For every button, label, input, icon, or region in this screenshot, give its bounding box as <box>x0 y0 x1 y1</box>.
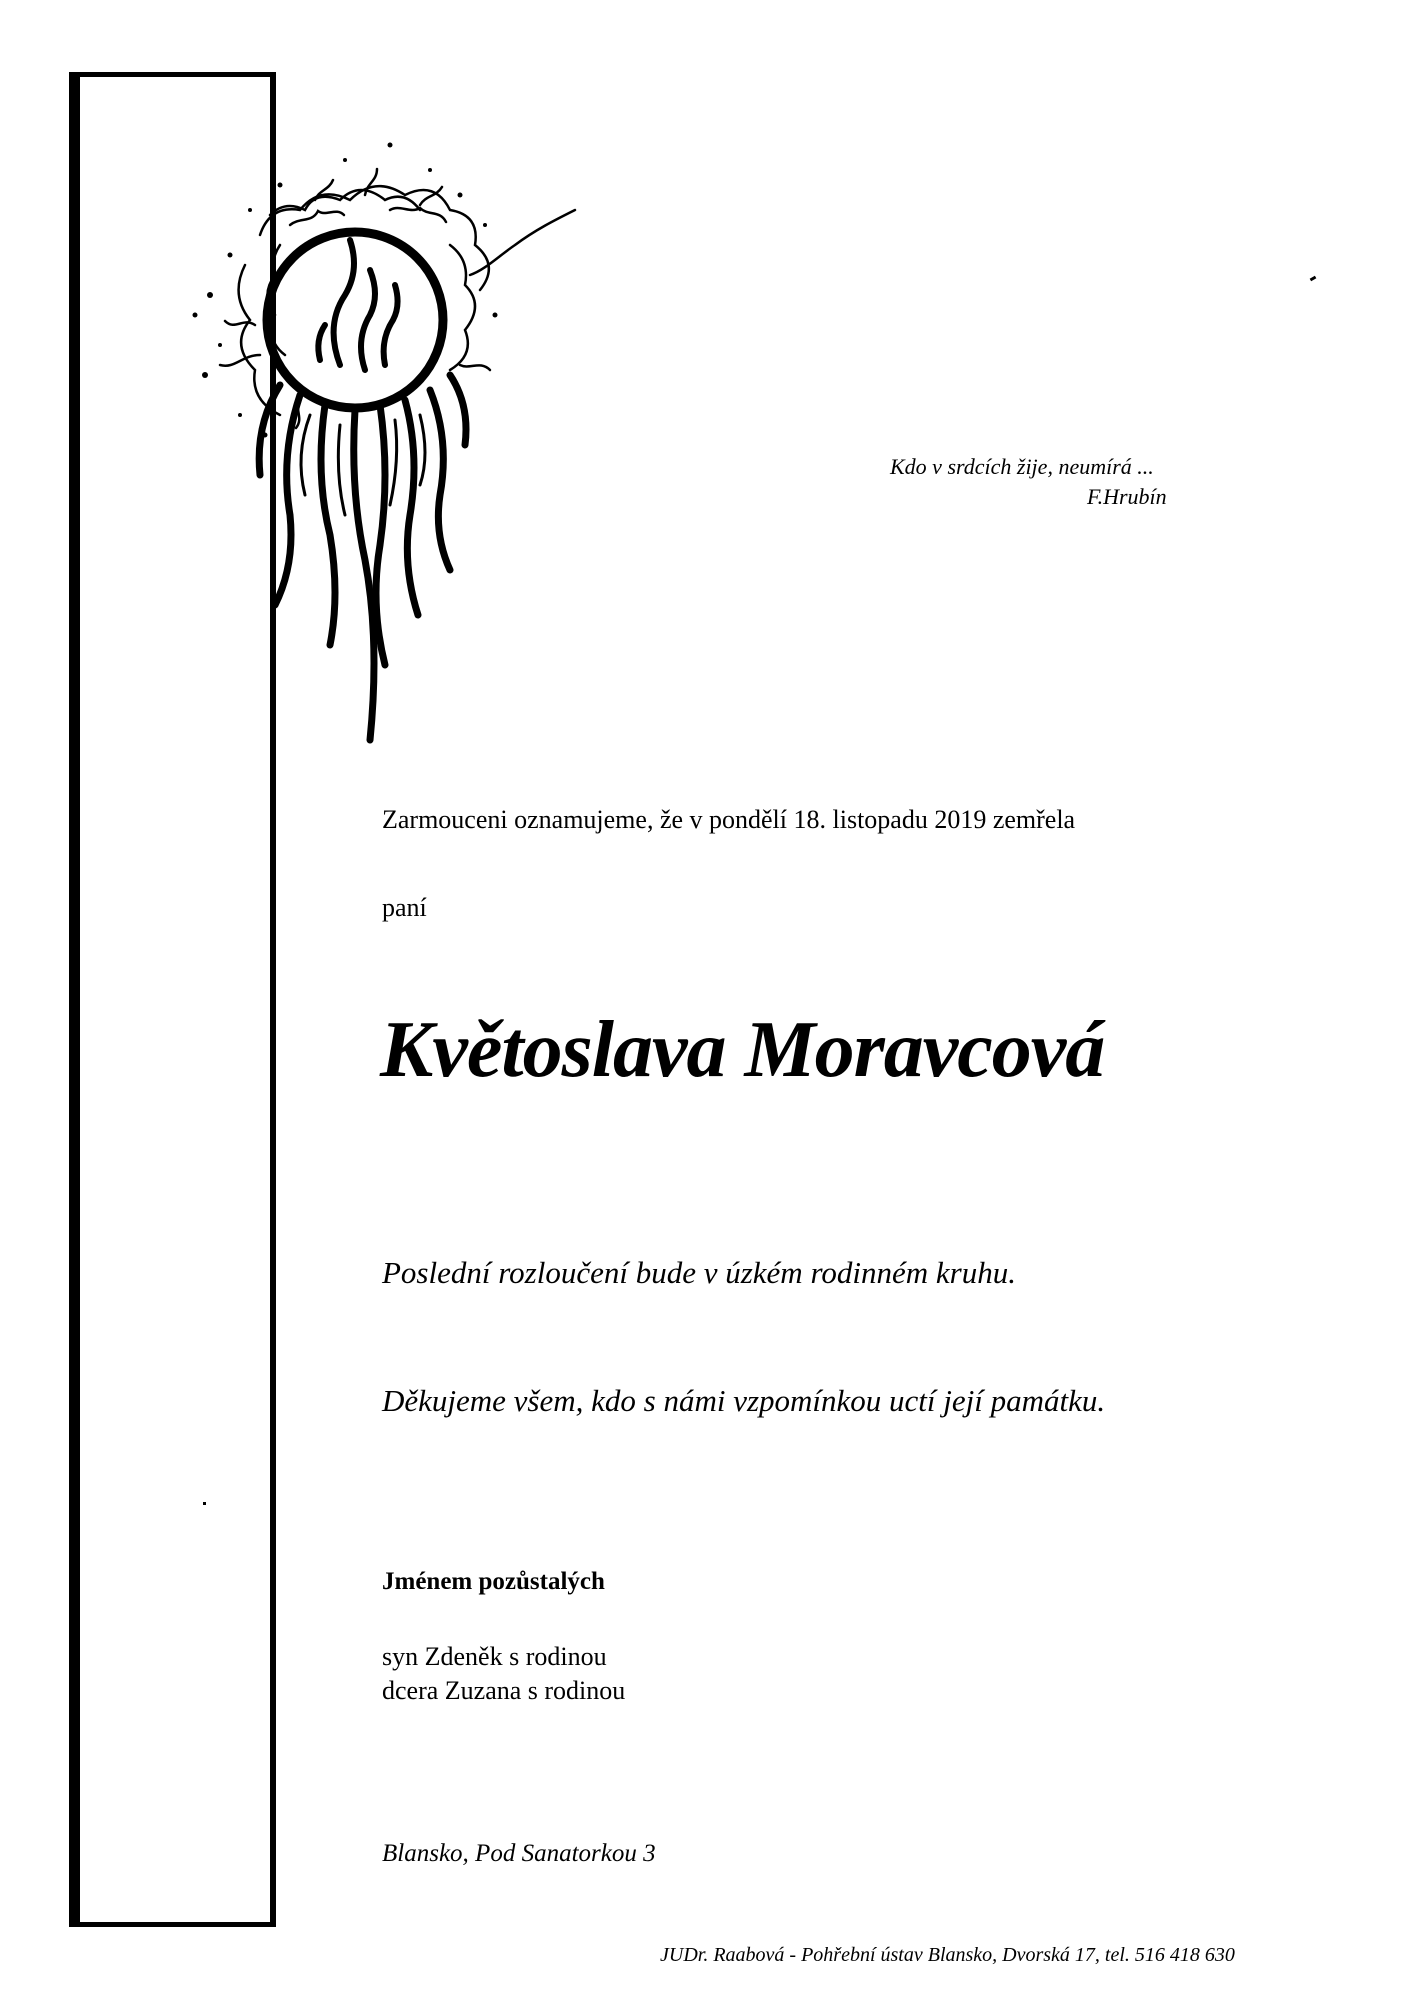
funeral-service-footer: JUDr. Raabová - Pohřební ústav Blansko, Dvorská 17, tel. 516 418 630 <box>660 1944 1235 1966</box>
survivor-item: syn Zdeněk s rodinou <box>382 1642 607 1671</box>
print-speck <box>203 1502 206 1505</box>
farewell-message: Poslední rozloučení bude v úzkém rodinném kruhu. <box>382 1255 1016 1290</box>
survivors-list <box>382 1640 625 1708</box>
sun-roots-ornament-icon <box>150 115 620 780</box>
motto-text: Kdo v srdcích žije, neumírá ... <box>890 454 1154 479</box>
print-speck <box>1310 276 1317 282</box>
announcement-intro: Zarmouceni oznamujeme, že v pondělí 18. listopadu 2019 zemřela <box>382 805 1076 834</box>
deceased-name: Květoslava Moravcová <box>380 1006 1105 1094</box>
thanks-message: Děkujeme všem, kdo s námi vzpomínkou uctí její památku. <box>382 1383 1106 1418</box>
address: Blansko, Pod Sanatorkou 3 <box>382 1840 656 1867</box>
survivor-item: dcera Zuzana s rodinou <box>382 1676 626 1705</box>
motto-quote <box>890 452 1167 512</box>
honorific: paní <box>382 893 427 922</box>
motto-author: F.Hrubín <box>1087 484 1167 509</box>
survivors-heading: Jménem pozůstalých <box>382 1568 605 1595</box>
